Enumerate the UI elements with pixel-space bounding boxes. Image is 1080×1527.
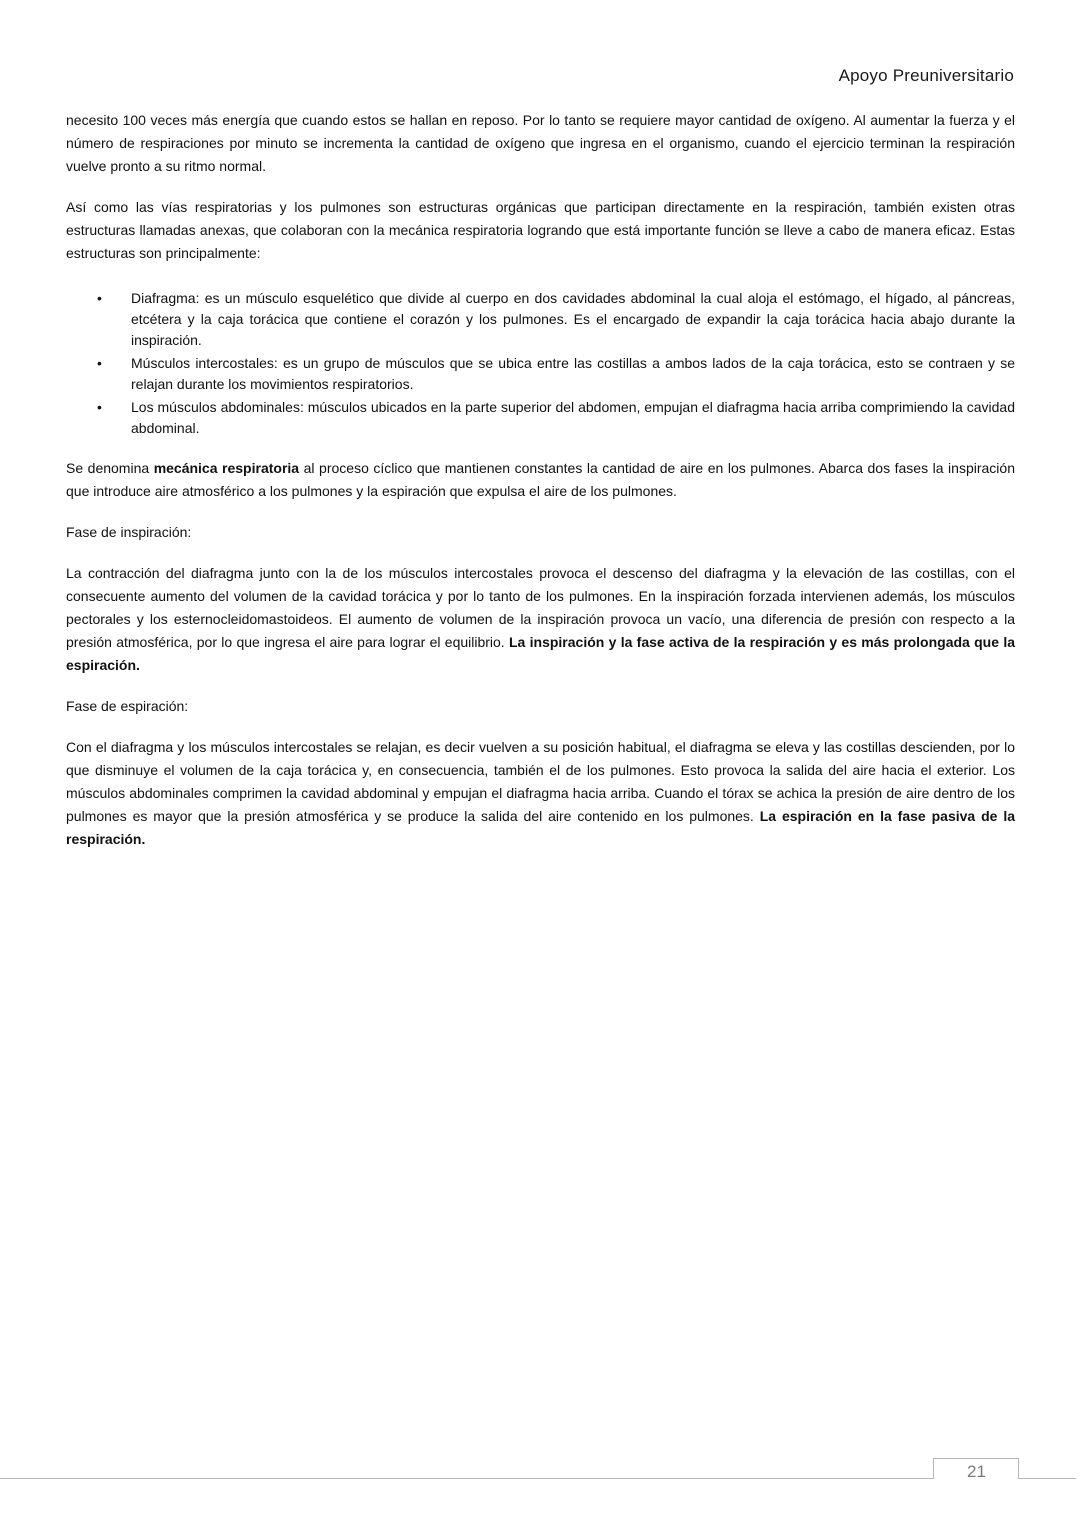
page-content bbox=[66, 109, 1015, 851]
annex-structures-list bbox=[66, 288, 1015, 439]
page-number: 21 bbox=[967, 1462, 986, 1481]
bold-statement: La espiración en la fase pasiva de la respiración. bbox=[66, 808, 1015, 847]
list-item bbox=[66, 288, 1015, 351]
paragraph-inspiration bbox=[66, 562, 1015, 677]
paragraph-annex-structures: Así como las vías respiratorias y los pulmones son estructuras orgánicas que participan directamente en la respiración, también existen otras estructuras llamadas anexas, que colaboran con la mecánica respiratoria logrando que está importante función se lleve a cabo de manera eficaz. Estas estructuras son principalmente: bbox=[66, 199, 1015, 261]
bold-statement: La inspiración y la fase activa de la respiración y es más prolongada que la espiración. bbox=[66, 634, 1015, 673]
bullet-icon: • bbox=[97, 290, 102, 306]
paragraph-expiration bbox=[66, 736, 1015, 851]
paragraph-energy: necesito 100 veces más energía que cuando estos se hallan en reposo. Por lo tanto se requiere mayor cantidad de oxígeno. Al aumentar la fuerza y el número de respiraciones por minuto se incrementa la cantidad de oxígeno que ingresa en el organismo, cuando el ejercicio terminan la respiración vuelve pronto a su ritmo normal. bbox=[66, 112, 1015, 174]
text-span: al proceso cíclico que mantienen constantes la cantidad de aire en los pulmones. Abarca dos fases la inspiración que introduce aire atmosférico a los pulmones y la espiración que expulsa el aire de los pulmones. bbox=[66, 460, 1015, 499]
bold-term: mecánica respiratoria bbox=[153, 460, 300, 476]
paragraph-respiratory-mechanics bbox=[66, 457, 1015, 503]
list-item-text: Los músculos abdominales: músculos ubicados en la parte superior del abdomen, empujan el diafragma hacia arriba comprimiendo la cavidad abdominal. bbox=[131, 399, 1015, 436]
text-span: Con el diafragma y los músculos intercostales se relajan, es decir vuelven a su posición habitual, el diafragma se eleva y las costillas descienden, por lo que disminuye el volumen de la caja torácica y, en consecuencia, también el de los pulmones. Esto provoca la salida del aire hacia el exterior. Los músculos abdominales comprimen la cavidad abdominal y empujan el diafragma hacia arriba. Cuando el tórax se achica la presión de aire dentro de los pulmones es mayor que la presión atmosférica y se produce la salida del aire contenido en los pulmones. bbox=[66, 739, 1015, 824]
list-item bbox=[66, 397, 1015, 439]
list-item-text: Diafragma: es un músculo esquelético que divide al cuerpo en dos cavidades abdominal la cual aloja el estómago, el hígado, al páncreas, etcétera y la caja torácica que contiene el corazón y los pulmones. Es el encargado de expandir la caja torácica hacia abajo durante la inspiración. bbox=[131, 290, 1015, 348]
heading-inspiration: Fase de inspiración: bbox=[66, 524, 192, 540]
header-title: Apoyo Preuniversitario bbox=[838, 66, 1014, 85]
text-span: Se denomina bbox=[66, 460, 154, 476]
list-item-text: Músculos intercostales: es un grupo de músculos que se ubica entre las costillas a ambos lados de la caja torácica, esto se contraen y se relajan durante los movimientos respiratorios. bbox=[131, 355, 1015, 392]
text-span: La contracción del diafragma junto con la de los músculos intercostales provoca el descenso del diafragma y la elevación de las costillas, con el consecuente aumento del volumen de la cavidad torácica y por lo tanto de los pulmones. En la inspiración forzada intervienen además, los músculos pectorales y los esternocleidomastoideos. El aumento de volumen de la inspiración provoca un vacío, una diferencia de presión con respecto a la presión atmosférica, por lo que ingresa el aire para lograr el equilibrio. bbox=[66, 565, 1015, 650]
footer-divider bbox=[0, 1478, 1076, 1479]
heading-expiration: Fase de espiración: bbox=[66, 698, 189, 714]
bullet-icon: • bbox=[97, 355, 102, 371]
bullet-icon: • bbox=[97, 399, 102, 415]
list-item bbox=[66, 353, 1015, 395]
